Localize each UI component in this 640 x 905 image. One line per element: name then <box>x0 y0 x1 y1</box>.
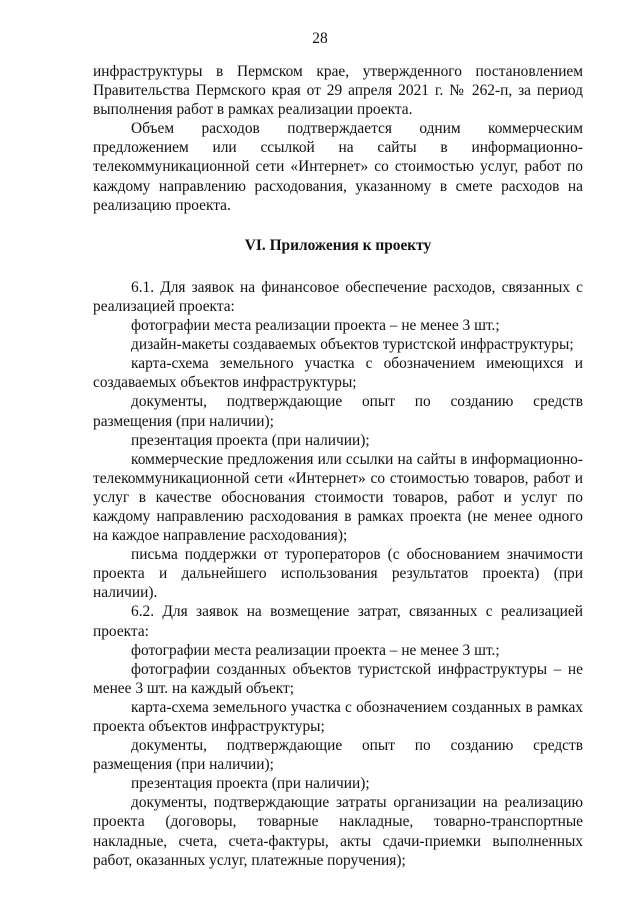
paragraph-expense-confirmation: Объем расходов подтверждается одним коммерческим предложением или ссылкой на сайты в информационно-телекоммуникационной сети «Интернет» со стоимостью услуг, работ по каждому направлению расходования, указанному в смете расходов на реализацию проекта. <box>93 120 583 214</box>
page-number: 28 <box>312 30 328 47</box>
list-item: дизайн-макеты создаваемых объектов туристской инфраструктуры; <box>131 336 574 354</box>
item-6-1-intro: 6.1. Для заявок на финансовое обеспечение расходов, связанных с реализацией проекта: <box>93 278 583 315</box>
list-item: коммерческие предложения или ссылки на сайты в информационно-телекоммуникационной сети «Интернет» со стоимостью товаров, работ и услуг в качестве обоснования стоимости товаров, работ и услуг по каждому направлению расходования в рамках проекта (не менее одного на каждое направление расходования); <box>93 450 583 545</box>
document-body <box>93 62 583 870</box>
list-item: фотографии места реализации проекта – не менее 3 шт.; <box>131 641 500 659</box>
section-heading: VI. Приложения к проекту <box>244 236 432 254</box>
list-item: фотографии места реализации проекта – не менее 3 шт.; <box>131 317 500 335</box>
list-item: фотографии созданных объектов туристской инфраструктуры – не менее 3 шт. на каждый объект; <box>93 660 583 697</box>
list-item: документы, подтверждающие затраты организации на реализацию проекта (договоры, товарные накладные, товарно-транспортные накладные, счета, счета-фактуры, акты сдачи-приемки выполненных работ, оказанных услуг, платежные поручения); <box>93 794 583 869</box>
page-footer <box>0 895 640 905</box>
list-item: презентация проекта (при наличии); <box>131 431 370 449</box>
list-item: документы, подтверждающие опыт по созданию средств размещения (при наличии); <box>93 737 583 774</box>
paragraph-continuation: инфраструктуры в Пермском крае, утвержденного постановлением Правительства Пермского края от 29 апреля 2021 г. № 262-п, за период выполнения работ в рамках реализации проекта. <box>93 63 583 119</box>
list-item: документы, подтверждающие опыт по созданию средств размещения (при наличии); <box>93 393 583 430</box>
list-item: письма поддержки от туроператоров (с обоснованием значимости проекта и дальнейшего использования результатов проекта) (при наличии). <box>93 546 583 602</box>
list-item: карта-схема земельного участка с обозначением имеющихся и создаваемых объектов инфраструктуры; <box>93 355 583 392</box>
list-item: карта-схема земельного участка с обозначением созданных в рамках проекта объектов инфраструктуры; <box>93 698 583 735</box>
item-6-2-intro: 6.2. Для заявок на возмещение затрат, связанных с реализацией проекта: <box>93 603 583 640</box>
list-item: презентация проекта (при наличии); <box>131 775 370 793</box>
